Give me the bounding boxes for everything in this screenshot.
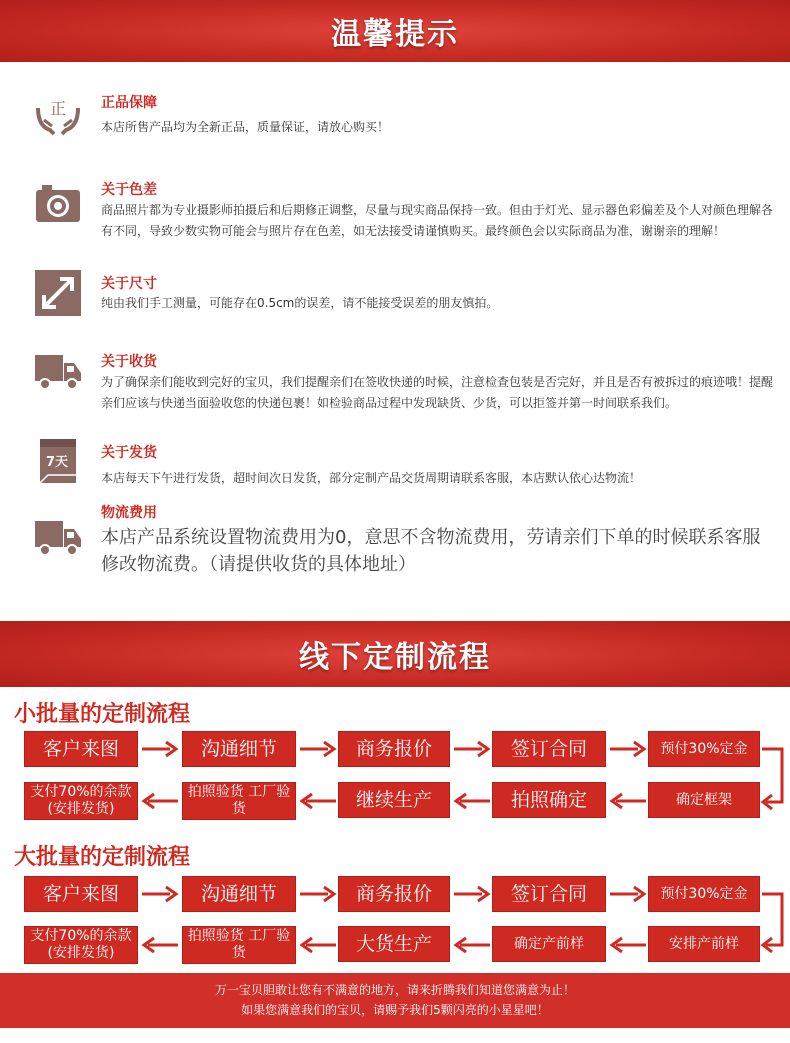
camera-icon	[34, 180, 82, 228]
arrow-right-icon	[298, 884, 338, 904]
step-photo-factory-inspection: 拍照验货 工厂验货	[182, 926, 296, 964]
arrow-left-icon	[452, 935, 492, 955]
step-sign-contract: 签订合同	[492, 731, 606, 767]
step-prepay-deposit: 预付30%定金	[648, 876, 760, 912]
tip-title: 物流费用	[101, 505, 157, 521]
arrow-right-icon	[298, 739, 338, 759]
step-client-drawing: 客户来图	[24, 731, 138, 767]
step-pay-balance: 支付70%的余款(安排发货)	[24, 782, 138, 820]
step-prepay-deposit: 预付30%定金	[648, 731, 760, 767]
tip-description: 本店产品系统设置物流费用为0，意思不含物流费用，劳请亲们下单的时候联系客服修改物流费。（请提供收货的具体地址）	[101, 527, 761, 575]
footer-line-2: 如果您满意我们的宝贝，请赐予我们5颗闪亮的小星星吧！	[241, 1003, 549, 1017]
tip-title: 关于尺寸	[101, 276, 157, 292]
genuine-hands-icon	[34, 90, 82, 138]
arrow-right-icon	[140, 884, 180, 904]
tip-description: 为了确保亲们能收到完好的宝贝，我们提醒亲们在签收快递的时候，注意检查包装是否完好，并且是否有被拆过的痕迹哦！提醒亲们应该与快递当面验收您的快递包裹！如检验商品过程中发现缺货、少货，可以拒签并第一时间联系我们。	[101, 375, 774, 410]
arrow-right-icon	[140, 739, 180, 759]
arrow-left-icon	[298, 791, 338, 811]
arrow-left-icon	[298, 935, 338, 955]
step-photo-confirm: 拍照确定	[492, 782, 606, 818]
calendar-7-day-label: 7天	[46, 455, 69, 470]
step-confirm-frame: 确定框架	[648, 782, 760, 818]
svg-text:正: 正	[49, 99, 67, 118]
arrow-left-icon	[452, 791, 492, 811]
arrow-left-icon	[608, 791, 648, 811]
step-business-quote: 商务报价	[338, 876, 450, 912]
tip-description: 纯由我们手工测量，可能存在0.5cm的误差，请不能接受误差的朋友慎拍。	[101, 296, 499, 310]
footer-line-1: 万一宝贝胆敢让您有不满意的地方，请来折腾我们知道您满意为止！	[214, 983, 575, 997]
arrow-right-icon	[608, 739, 648, 759]
tip-title: 关于收货	[101, 354, 157, 370]
small-batch-title: 小批量的定制流程	[14, 702, 191, 727]
step-confirm-pre-production-sample: 确定产前样	[492, 926, 606, 962]
arrow-right-icon	[452, 884, 492, 904]
arrow-left-icon	[140, 791, 180, 811]
step-photo-factory-inspection: 拍照验货 工厂验货	[182, 782, 296, 820]
arrow-right-icon	[608, 884, 648, 904]
step-mass-production: 大货生产	[338, 926, 450, 962]
step-client-drawing: 客户来图	[24, 876, 138, 912]
tip-description: 本店每天下午进行发货，超时间次日发货，部分定制产品交货周期请联系客服，本店默认依心达物流！	[101, 471, 642, 485]
tip-description: 商品照片都为专业摄影师拍摄后和后期修正调整，尽量与现实商品保持一致。但由于灯光、显示器色彩偏差及个人对颜色理解各有不同，导致少数实物可能会与照片存在色差，如无法接受请谨慎购买。最终颜色会以实际商品为准，谢谢亲的理解！	[101, 203, 774, 238]
tip-title: 正品保障	[101, 95, 157, 111]
arrow-turn-down-icon	[760, 891, 790, 911]
process-banner-title: 线下定制流程	[299, 640, 491, 675]
tip-description: 本店所售产品均为全新正品，质量保证，请放心购买！	[101, 120, 390, 134]
footer-banner	[0, 973, 790, 1028]
resize-arrow-icon	[34, 269, 82, 317]
truck-icon	[34, 513, 82, 561]
arrow-right-icon	[452, 739, 492, 759]
large-batch-title: 大批量的定制流程	[14, 845, 191, 870]
tip-title: 关于发货	[101, 445, 157, 461]
step-continue-production: 继续生产	[338, 782, 450, 818]
tips-banner	[0, 0, 790, 62]
arrow-left-icon	[140, 935, 180, 955]
truck-icon	[34, 347, 82, 395]
step-communicate-details: 沟通细节	[182, 731, 296, 767]
tips-banner-title: 温馨提示	[331, 17, 459, 52]
step-pay-balance: 支付70%的余款(安排发货)	[24, 926, 138, 964]
arrow-turn-down-icon	[760, 746, 790, 766]
process-banner	[0, 621, 790, 687]
step-arrange-pre-production-sample: 安排产前样	[648, 926, 760, 962]
step-business-quote: 商务报价	[338, 731, 450, 767]
tip-title: 关于色差	[101, 182, 157, 198]
step-sign-contract: 签订合同	[492, 876, 606, 912]
step-communicate-details: 沟通细节	[182, 876, 296, 912]
calendar-7-day-icon	[34, 437, 82, 485]
arrow-left-icon	[608, 935, 648, 955]
